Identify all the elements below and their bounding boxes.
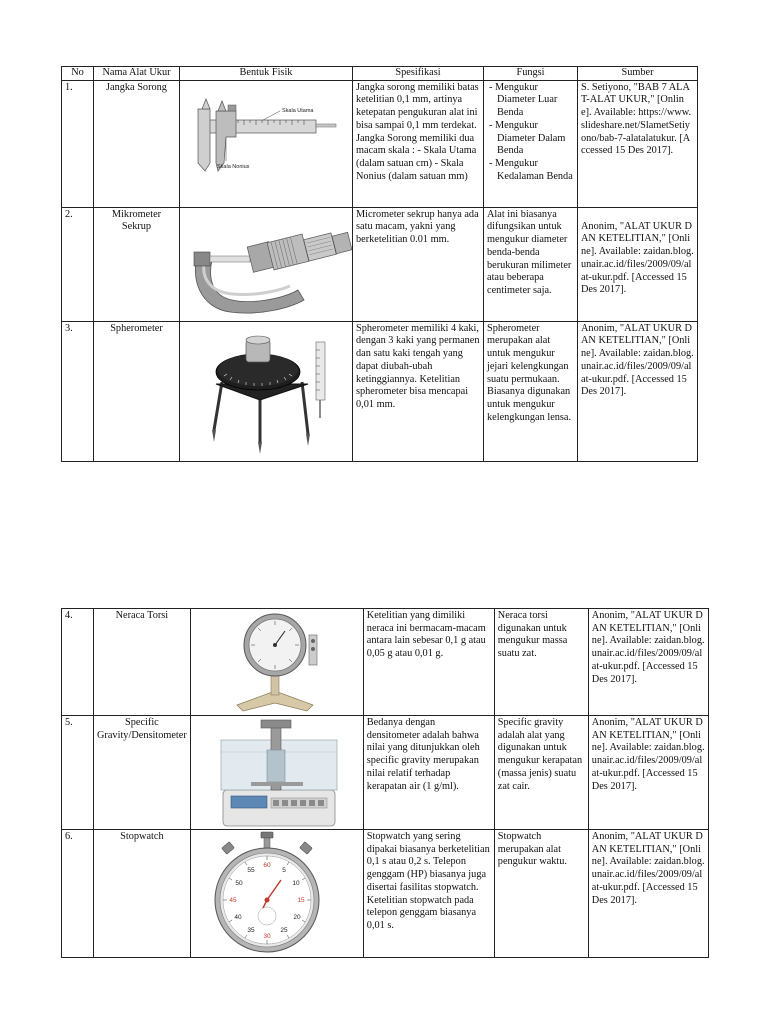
instrument-image-cell [180, 207, 353, 321]
instrument-name: Mikrometer Sekrup [94, 207, 180, 321]
fungsi-cell: Stopwatch merupakan alat pengukur waktu. [494, 830, 588, 958]
dial-number: 30 [263, 933, 271, 940]
row-number: 5. [62, 716, 94, 830]
label-skala-utama: Skala Utama [282, 107, 314, 114]
fungsi-list-item: - Mengukur Diameter Luar Benda [489, 81, 558, 119]
stopwatch-image [191, 830, 364, 958]
row-number: 1. [62, 80, 94, 207]
dial-number: 45 [229, 897, 237, 904]
spec-cell: Jangka sorong memiliki batas ketelitian 0,1 mm, artinya ketepatan pengukuran alat ini bisa sampai 0,1 mm terdekat. Jangka Sorong memiliki dua macam skala : - Skala Utama (dalam satuan cm) - Skala Nonius (dalam satuan mm) [353, 80, 484, 207]
dial-number: 5 [281, 867, 286, 874]
fungsi-cell: Alat ini biasanya difungsikan untuk mengukur diameter benda-benda berukuran milimeter atau beberapa centimeter saja. [484, 207, 578, 321]
spec-cell: Micrometer sekrup hanya ada satu macam, yakni yang berketelitian 0.01 mm. [353, 207, 484, 321]
dial-number: 40 [234, 914, 242, 921]
spec-cell: Stopwatch yang sering dipakai biasanya berketelitian 0,1 s atau 0,2 s. Telepon genggam (HP) biasanya juga disertai fasilitas stopwatch. Ketelitian stopwatch pada telepon genggam biasanya 0,01 s. [363, 830, 494, 958]
source-cell: S. Setiyono, "BAB 7 ALAT-ALAT UKUR," [Online]. Available: https://www.slideshare.net/SlametSetiyono/bab-7-alatalatukur. [Accessed 15 Des 2017]. [578, 80, 698, 207]
label-skala-nonius: Skala Nonius [217, 163, 250, 170]
dial-number: 20 [293, 914, 301, 921]
table-header-row [62, 67, 698, 81]
fungsi-list-item: - Mengukur Diameter Dalam Benda [489, 119, 566, 157]
dial-number: 25 [280, 927, 288, 934]
source-cell: Anonim, "ALAT UKUR DAN KETELITIAN," [Online]. Available: zaidan.blog.unair.ac.id/files/2009/09/alat-ukur.pdf. [Accessed 15 Des 2017]. [588, 830, 708, 958]
instrument-table-part-1 [61, 66, 698, 462]
torsion-balance-image [191, 609, 364, 716]
spec-cell: Bedanya dengan densitometer adalah bahwa nilai yang ditunjukkan oleh specific gravity merupakan nilai relatif terhadap kerapatan air (1 g/ml). [363, 716, 494, 830]
dial-number: 50 [235, 880, 243, 887]
instrument-image-cell [180, 80, 353, 207]
source-cell: Anonim, "ALAT UKUR DAN KETELITIAN," [Online]. Available: zaidan.blog.unair.ac.id/files/2009/09/alat-ukur.pdf. [Accessed 15 Des 2017]. [588, 716, 708, 830]
dial-number: 60 [263, 862, 271, 869]
densitometer-image [191, 716, 364, 830]
instrument-image-cell [180, 321, 353, 461]
fungsi-cell [484, 80, 578, 207]
row-number: 6. [62, 830, 94, 958]
instrument-image-cell [190, 716, 363, 830]
header-sumber: Sumber [578, 67, 698, 81]
source-cell: Anonim, "ALAT UKUR DAN KETELITIAN," [Online]. Available: zaidan.blog.unair.ac.id/files/2009/09/alat-ukur.pdf. [Accessed 15 Des 2017]. [578, 207, 698, 321]
header-nama-alat-ukur: Nama Alat Ukur [94, 67, 180, 81]
instrument-image-cell [190, 609, 363, 716]
dial-number: 15 [297, 897, 305, 904]
table-row [62, 716, 709, 830]
table-row [62, 80, 698, 207]
row-number: 2. [62, 207, 94, 321]
row-number: 3. [62, 321, 94, 461]
header-no: No [62, 67, 94, 81]
instrument-name: Neraca Torsi [94, 609, 191, 716]
table-row [62, 207, 698, 321]
header-bentuk-fisik: Bentuk Fisik [180, 67, 353, 81]
dial-number: 10 [292, 880, 300, 887]
fungsi-list [487, 82, 574, 184]
fungsi-cell: Neraca torsi digunakan untuk mengukur massa suatu zat. [494, 609, 588, 716]
micrometer-image [180, 208, 353, 322]
instrument-table-part-2 [61, 608, 709, 958]
source-cell: Anonim, "ALAT UKUR DAN KETELITIAN," [Online]. Available: zaidan.blog.unair.ac.id/files/2009/09/alat-ukur.pdf. [Accessed 15 Des 2017]. [588, 609, 708, 716]
instrument-image-cell [190, 830, 363, 958]
dial-number: 55 [247, 867, 255, 874]
dial-number: 35 [247, 927, 255, 934]
fungsi-list-item: - Mengukur Kedalaman Benda [489, 157, 573, 182]
header-spesifikasi: Spesifikasi [353, 67, 484, 81]
table-row [62, 609, 709, 716]
spec-cell: Spherometer memiliki 4 kaki, dengan 3 kaki yang permanen dan satu kaki tengah yang dapat diubah-ubah ketinggiannya. Ketelitian spherometer bisa mencapai 0,01 mm. [353, 321, 484, 461]
row-number: 4. [62, 609, 94, 716]
source-cell: Anonim, "ALAT UKUR DAN KETELITIAN," [Online]. Available: zaidan.blog.unair.ac.id/files/2009/09/alat-ukur.pdf. [Accessed 15 Des 2017]. [578, 321, 698, 461]
instrument-name: Stopwatch [94, 830, 191, 958]
vernier-caliper-image [180, 81, 353, 208]
table-row [62, 321, 698, 461]
fungsi-cell: Spherometer merupakan alat untuk mengukur jejari kelengkungan suatu permukaan. Biasanya digunakan untuk mengukur kelengkungan lensa. [484, 321, 578, 461]
header-fungsi: Fungsi [484, 67, 578, 81]
spec-cell: Ketelitian yang dimiliki neraca ini bermacam-macam antara lain sebesar 0,1 g atau 0,05 g atau 0,01 g. [363, 609, 494, 716]
spherometer-image [180, 322, 353, 462]
table-row [62, 830, 709, 958]
instrument-name: Jangka Sorong [94, 80, 180, 207]
instrument-name: Spherometer [94, 321, 180, 461]
fungsi-cell: Specific gravity adalah alat yang digunakan untuk mengukur kerapatan (massa jenis) suatu zat cair. [494, 716, 588, 830]
instrument-name: Specific Gravity/Densitometer [94, 716, 191, 830]
